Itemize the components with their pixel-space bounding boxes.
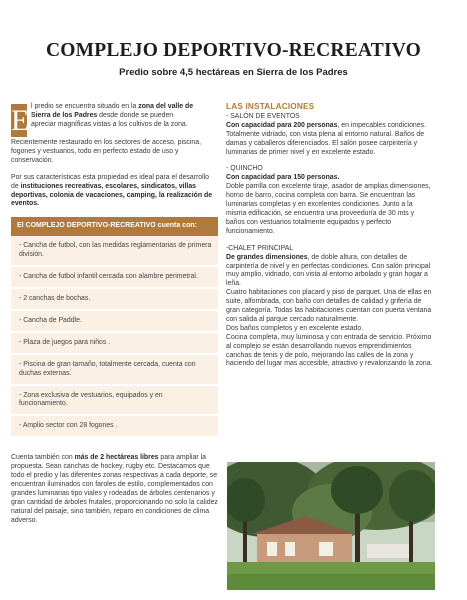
amenity-item: - Cancha de futbol, con las medidas reglamentarias de primera división. [11, 236, 218, 267]
amenity-item: - 2 canchas de bochas. [11, 289, 218, 311]
extra-land-paragraph: Cuenta también con más de 2 hectáreas libres para ampliar la propuesta. Sean canchas de hockey, rugby etc. Destacamos que todo el predio y las diferentes zonas respectivas a cada deporte, se encuentran iluminados con faroles de estilo, complementados con grandes luminarias tipo viales y rodeadas de árboles centenarios y gran cantidad de árboles frutales, proporcionando no solo la calidez natural del paisaje, sino también, reparo en condiciones de clima adverso. [11, 454, 218, 524]
amenity-item: - Amplio sector con 28 fogones . [11, 416, 218, 438]
salon-title: - SALÓN DE EVENTOS [226, 112, 300, 120]
ideal-use-paragraph: Por sus características esta propiedad es ideal para el desarrollo de instituciones recreativas, escolares, sindicatos, villas deportivas, colonia de vacaciones, camping, la realización de eventos. [11, 173, 213, 208]
restoration-paragraph: Recientemente restaurado en los sectores de acceso, piscina, fogones y vestuarios, todo en perfecto estado de uso y conservación. [11, 139, 201, 164]
intro-paragraph: E l predio se encuentra situado en la zona del valle de Sierra de los Padres desde donde se pueden apreciar magníficas vistas a los cultivos de la zona. [11, 103, 194, 137]
quincho-title: - QUINCHO [226, 165, 263, 173]
amenity-item: - Cancha de futbol infantil cercada con alambre perimetral. [11, 267, 218, 289]
drop-cap: E [11, 104, 30, 137]
amenities-box-heading: El COMPLEJO DEPORTIVO-RECREATIVO cuenta con: [11, 217, 218, 236]
salon-paragraph: Con capacidad para 200 personas, en impecables condiciones. Totalmente vidriado, con vista plena al entorno natural. Baños de damas y caballeros diferenciados. El salón posee carpintería y luminarias de primer nivel y en excelente estado. [226, 121, 426, 156]
amenity-item: - Cancha de Paddle. [11, 311, 218, 333]
left-column [11, 103, 218, 533]
facilities-heading: LAS INSTALACIONES [226, 102, 315, 111]
quincho-paragraph: Con capacidad para 150 personas. Doble parrilla con excelente tiraje, asador de amplias dimensiones, horno de barro, cocina completa con barra. Se encuentran las luminarias completas y en excelentes condiciones. Junto a la misma edificación, se encuentra una proveeduría de 30 mts y baños con vestuarios totalmente equipados y perfecto funcionamiento. [226, 174, 431, 235]
amenity-item: - Plaza de juegos para niños . [11, 333, 218, 355]
page-subtitle: Predio sobre 4,5 hectáreas en Sierra de los Padres [119, 67, 348, 78]
chalet-paragraph: De grandes dimensiones, de doble altura, con detalles de carpintería de nivel y en perfectas condiciones. Con salón principal muy amplio, vidriado, con vista al entorno arbolado y gran hogar a leña. Cuatro habitaciones con placard y piso de parquet. Una de ellas en suite, alfombrada, con baño con detalles de calidad y grifería de gran categoría. Todas las habitaciones cuentan con puerta ventana con salida al parque cercado naturalmente. Dos baños completos y en excelente estado. Cocina completa, muy luminosa y con entrada de servicio. Próximo al complejo se están desarrollando nuevos emprendimientos canchas de tenis y de polo, mejorando las calles de la zona y haciendo del lugar mas accesible, atractivo y revalorizando la zona. [226, 253, 433, 368]
chalet-title: -CHALET PRINCIPAL [226, 244, 294, 252]
page-title: COMPLEJO DEPORTIVO-RECREATIVO [45, 40, 422, 61]
amenity-item: - Piscina de gran tamaño, totalmente cercada, cuenta con duchas externas. [11, 355, 218, 386]
chalet-photo-illustration [227, 462, 435, 590]
right-column [226, 103, 434, 369]
amenity-item: - Zona exclusiva de vestuarios, equipados y en funcionamiento. [11, 386, 218, 417]
chalet-photo [227, 462, 435, 590]
